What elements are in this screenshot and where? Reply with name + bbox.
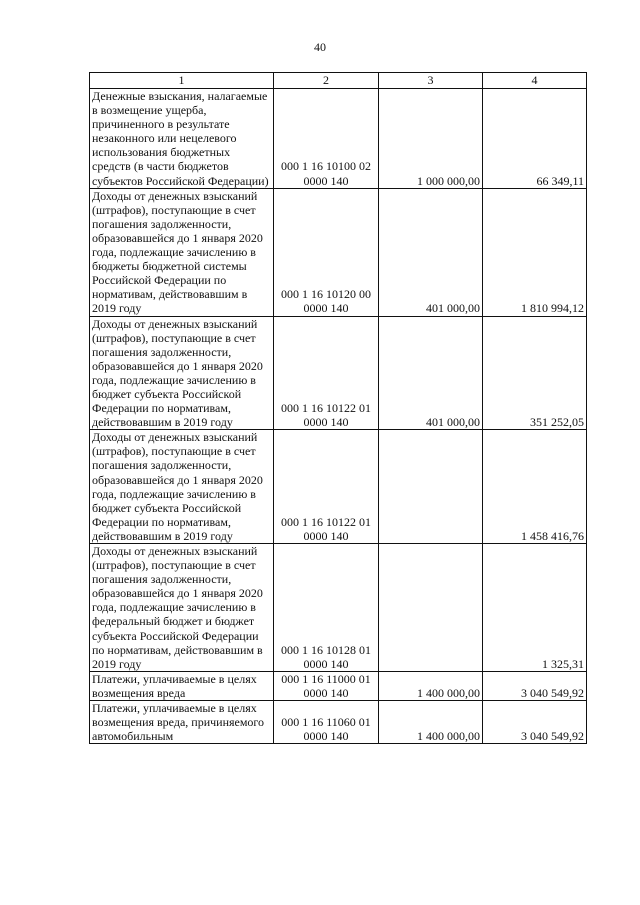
row-code: 000 1 16 11060 01 0000 140 — [274, 701, 379, 744]
row-actual-amount: 66 349,11 — [483, 89, 587, 189]
row-actual-amount: 351 252,05 — [483, 316, 587, 430]
row-plan-amount — [379, 430, 483, 544]
table-row — [90, 316, 587, 430]
revenue-table — [89, 72, 587, 744]
row-code: 000 1 16 10122 01 0000 140 — [274, 430, 379, 544]
row-actual-amount: 1 458 416,76 — [483, 430, 587, 544]
row-description: Платежи, уплачиваемые в целях возмещения вреда, причиняемого автомобильным — [90, 701, 274, 744]
row-actual-amount: 3 040 549,92 — [483, 671, 587, 700]
row-description: Платежи, уплачиваемые в целях возмещения вреда — [90, 671, 274, 700]
column-header-1: 1 — [90, 73, 274, 89]
row-plan-amount: 1 000 000,00 — [379, 89, 483, 189]
column-header-2: 2 — [274, 73, 379, 89]
row-actual-amount: 1 810 994,12 — [483, 188, 587, 316]
row-actual-amount: 1 325,31 — [483, 544, 587, 672]
table-row — [90, 544, 587, 672]
row-description: Доходы от денежных взысканий (штрафов), поступающие в счет погашения задолженности, образовавшейся до 1 января 2020 года, подлежащие зачислению в бюджет субъекта Российской Федерации по нормативам, действовавшим в 2019 году — [90, 316, 274, 430]
table-row — [90, 188, 587, 316]
row-code: 000 1 16 10128 01 0000 140 — [274, 544, 379, 672]
row-description: Доходы от денежных взысканий (штрафов), поступающие в счет погашения задолженности, образовавшейся до 1 января 2020 года, подлежащие зачислению в бюджет субъекта Российской Федерации по нормативам, действовавшим в 2019 году — [90, 430, 274, 544]
row-code: 000 1 16 10100 02 0000 140 — [274, 89, 379, 189]
row-plan-amount: 401 000,00 — [379, 316, 483, 430]
column-header-4: 4 — [483, 73, 587, 89]
column-header-3: 3 — [379, 73, 483, 89]
row-plan-amount: 1 400 000,00 — [379, 701, 483, 744]
table-row — [90, 89, 587, 189]
table-row — [90, 430, 587, 544]
row-description: Денежные взыскания, налагаемые в возмещение ущерба, причиненного в результате незаконного или нецелевого использования бюджетных средств (в части бюджетов субъектов Российской Федерации) — [90, 89, 274, 189]
table-row — [90, 671, 587, 700]
row-plan-amount — [379, 544, 483, 672]
row-code: 000 1 16 10120 00 0000 140 — [274, 188, 379, 316]
page-number: 40 — [314, 40, 326, 54]
row-plan-amount: 1 400 000,00 — [379, 671, 483, 700]
row-code: 000 1 16 11000 01 0000 140 — [274, 671, 379, 700]
table-row — [90, 701, 587, 744]
row-code: 000 1 16 10122 01 0000 140 — [274, 316, 379, 430]
table-header-row — [90, 73, 587, 89]
row-description: Доходы от денежных взысканий (штрафов), поступающие в счет погашения задолженности, образовавшейся до 1 января 2020 года, подлежащие зачислению в бюджеты бюджетной системы Российской Федерации по нормативам, действовавшим в 2019 году — [90, 188, 274, 316]
row-description: Доходы от денежных взысканий (штрафов), поступающие в счет погашения задолженности, образовавшейся до 1 января 2020 года, подлежащие зачислению в федеральный бюджет и бюджет субъекта Российской Федерации по нормативам, действовавшим в 2019 году — [90, 544, 274, 672]
row-plan-amount: 401 000,00 — [379, 188, 483, 316]
row-actual-amount: 3 040 549,92 — [483, 701, 587, 744]
